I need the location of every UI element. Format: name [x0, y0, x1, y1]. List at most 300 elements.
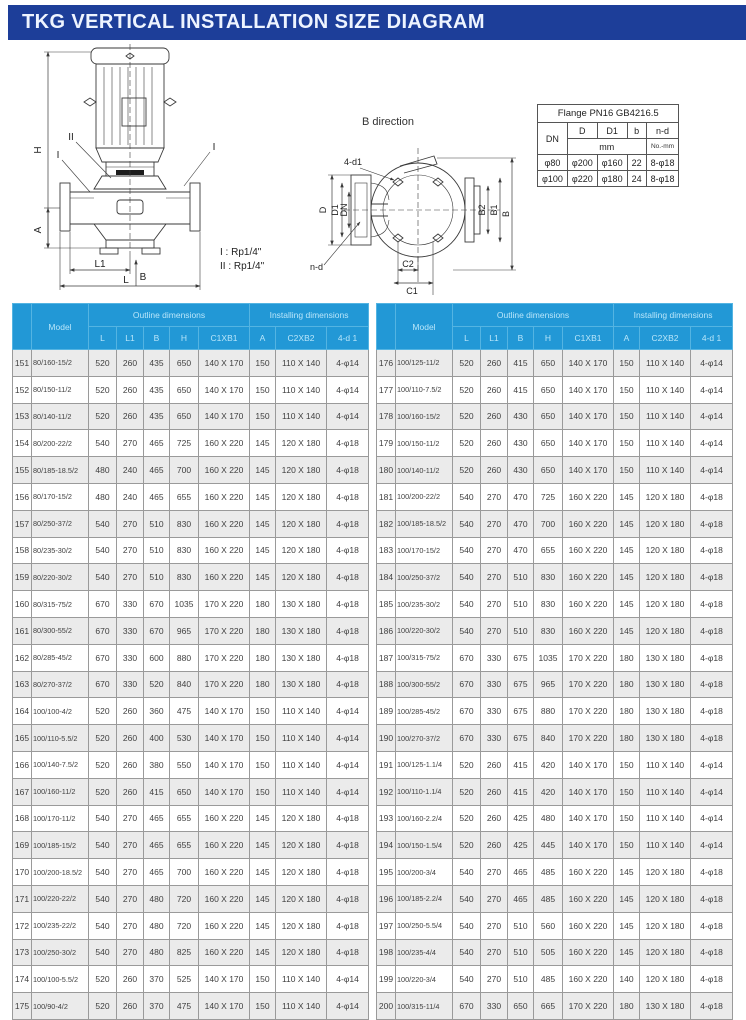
l-cell: 540 — [89, 805, 117, 832]
h-cell: 480 — [534, 805, 563, 832]
b-cell: 430 — [508, 403, 534, 430]
c2xb2-cell: 130 X 180 — [640, 698, 691, 725]
l-cell: 540 — [89, 939, 117, 966]
b-cell: 510 — [508, 617, 534, 644]
table-row — [13, 885, 369, 912]
h-cell: 650 — [170, 403, 199, 430]
model-cell: 100/185-2.2/4 — [396, 885, 453, 912]
l1-cell: 260 — [117, 350, 144, 377]
4-d1-cell: 4-φ18 — [691, 591, 733, 618]
c2xb2-cell: 120 X 180 — [276, 859, 327, 886]
l-cell: 520 — [453, 376, 481, 403]
b-cell: 360 — [144, 698, 170, 725]
a-cell: 180 — [614, 993, 640, 1020]
table-row — [13, 751, 369, 778]
h-cell: 485 — [534, 885, 563, 912]
table-row — [377, 859, 733, 886]
l-cell: 540 — [89, 859, 117, 886]
l-cell: 670 — [453, 698, 481, 725]
row-number-cell: 157 — [13, 510, 32, 537]
a-cell: 180 — [250, 591, 276, 618]
c2xb2-cell: 130 X 180 — [640, 725, 691, 752]
port-label-i-left: I — [56, 150, 60, 161]
h-cell: 830 — [534, 617, 563, 644]
c1xb1-cell: 170 X 220 — [563, 644, 614, 671]
row-number-cell: 188 — [377, 671, 396, 698]
l1-cell: 270 — [481, 483, 508, 510]
dim-label-c2: C2 — [402, 259, 414, 269]
b-cell: 510 — [144, 537, 170, 564]
4-d1-cell: 4-φ18 — [327, 805, 369, 832]
c2xb2-cell: 110 X 140 — [276, 751, 327, 778]
c1xb1-cell: 160 X 220 — [199, 805, 250, 832]
row-number-cell: 198 — [377, 939, 396, 966]
l-cell: 520 — [89, 725, 117, 752]
l-cell: 480 — [89, 483, 117, 510]
table-row — [377, 564, 733, 591]
4-d1-cell: 4-φ14 — [691, 457, 733, 484]
header-installing-group: Installing dimensions — [614, 304, 733, 327]
l-cell: 520 — [89, 698, 117, 725]
model-cell: 100/160-2.2/4 — [396, 805, 453, 832]
b-cell: 465 — [508, 859, 534, 886]
note-port-ii: II : Rp1/4" — [220, 261, 265, 272]
b-cell: 480 — [144, 912, 170, 939]
b-cell: 415 — [508, 376, 534, 403]
b-cell: 415 — [144, 778, 170, 805]
h-cell: 550 — [170, 751, 199, 778]
header-4d1: 4-d 1 — [327, 327, 369, 350]
header-model: Model — [32, 304, 89, 350]
a-cell: 150 — [250, 993, 276, 1020]
row-number-cell: 178 — [377, 403, 396, 430]
c1xb1-cell: 170 X 220 — [199, 617, 250, 644]
l-cell: 540 — [453, 537, 481, 564]
c2xb2-cell: 110 X 140 — [640, 751, 691, 778]
row-number-cell: 170 — [13, 859, 32, 886]
l-cell: 670 — [453, 644, 481, 671]
a-cell: 150 — [614, 350, 640, 377]
4-d1-cell: 4-φ18 — [327, 537, 369, 564]
c1xb1-cell: 160 X 220 — [563, 939, 614, 966]
c2xb2-cell: 120 X 180 — [276, 537, 327, 564]
4-d1-cell: 4-φ18 — [691, 993, 733, 1020]
b-cell: 650 — [508, 993, 534, 1020]
c1xb1-cell: 160 X 220 — [563, 564, 614, 591]
h-cell: 560 — [534, 912, 563, 939]
c1xb1-cell: 160 X 220 — [199, 537, 250, 564]
table-row — [13, 671, 369, 698]
l-cell: 520 — [453, 457, 481, 484]
l-cell: 540 — [453, 564, 481, 591]
l-cell: 540 — [453, 483, 481, 510]
c1xb1-cell: 140 X 170 — [563, 430, 614, 457]
c1xb1-cell: 140 X 170 — [199, 778, 250, 805]
c1xb1-cell: 140 X 170 — [563, 457, 614, 484]
table-row — [377, 751, 733, 778]
model-cell: 100/220-3/4 — [396, 966, 453, 993]
l-cell: 520 — [89, 966, 117, 993]
table-row — [377, 993, 733, 1020]
model-cell: 100/160-15/2 — [396, 403, 453, 430]
c2xb2-cell: 120 X 180 — [640, 912, 691, 939]
l1-cell: 270 — [117, 939, 144, 966]
c2xb2-cell: 110 X 140 — [276, 376, 327, 403]
l-cell: 540 — [453, 939, 481, 966]
l-cell: 540 — [89, 537, 117, 564]
table-row — [13, 966, 369, 993]
c1xb1-cell: 160 X 220 — [199, 939, 250, 966]
h-cell: 655 — [534, 537, 563, 564]
b-cell: 520 — [144, 671, 170, 698]
c1xb1-cell: 140 X 170 — [563, 403, 614, 430]
model-cell: 100/285-45/2 — [396, 698, 453, 725]
l1-cell: 270 — [481, 939, 508, 966]
c2xb2-cell: 130 X 180 — [276, 644, 327, 671]
h-cell: 965 — [170, 617, 199, 644]
l1-cell: 270 — [117, 510, 144, 537]
l1-cell: 330 — [481, 698, 508, 725]
table-row — [377, 805, 733, 832]
table-row — [377, 457, 733, 484]
l1-cell: 270 — [117, 832, 144, 859]
a-cell: 145 — [614, 537, 640, 564]
c1xb1-cell: 160 X 220 — [199, 457, 250, 484]
c2xb2-cell: 120 X 180 — [640, 510, 691, 537]
a-cell: 150 — [614, 832, 640, 859]
header-a: A — [614, 327, 640, 350]
h-cell: 650 — [170, 778, 199, 805]
row-number-cell: 158 — [13, 537, 32, 564]
model-cell: 100/200-18.5/2 — [32, 859, 89, 886]
4-d1-cell: 4-φ14 — [691, 832, 733, 859]
row-number-cell: 177 — [377, 376, 396, 403]
b-cell: 370 — [144, 993, 170, 1020]
dim-label-b-right: B — [501, 210, 511, 218]
c1xb1-cell: 160 X 220 — [563, 885, 614, 912]
l1-cell: 270 — [481, 510, 508, 537]
h-cell: 700 — [534, 510, 563, 537]
model-cell: 80/150-11/2 — [32, 376, 89, 403]
c2xb2-cell: 120 X 180 — [640, 617, 691, 644]
c1xb1-cell: 170 X 220 — [199, 591, 250, 618]
4-d1-cell: 4-φ14 — [327, 778, 369, 805]
c1xb1-cell: 140 X 170 — [199, 966, 250, 993]
l-cell: 670 — [453, 725, 481, 752]
table-row — [377, 403, 733, 430]
a-cell: 150 — [250, 778, 276, 805]
table-row — [377, 671, 733, 698]
a-cell: 150 — [614, 751, 640, 778]
row-number-cell: 179 — [377, 430, 396, 457]
row-number-cell: 193 — [377, 805, 396, 832]
b-cell: 380 — [144, 751, 170, 778]
a-cell: 145 — [614, 617, 640, 644]
row-number-cell: 161 — [13, 617, 32, 644]
flange-cell: 8-φ18 — [646, 155, 679, 171]
4-d1-cell: 4-φ14 — [327, 698, 369, 725]
l-cell: 540 — [89, 430, 117, 457]
table-row — [13, 537, 369, 564]
b-cell: 470 — [508, 510, 534, 537]
row-number-cell: 186 — [377, 617, 396, 644]
l-cell: 670 — [89, 671, 117, 698]
b-cell: 415 — [508, 350, 534, 377]
table-row — [377, 778, 733, 805]
b-cell: 465 — [144, 483, 170, 510]
l-cell: 540 — [453, 617, 481, 644]
c2xb2-cell: 110 X 140 — [640, 778, 691, 805]
c1xb1-cell: 140 X 170 — [199, 698, 250, 725]
l-cell: 520 — [453, 403, 481, 430]
l-cell: 520 — [89, 403, 117, 430]
dim-label-c1: C1 — [406, 286, 418, 296]
model-cell: 100/150-1.5/4 — [396, 832, 453, 859]
4-d1-cell: 4-φ18 — [691, 698, 733, 725]
h-cell: 700 — [170, 457, 199, 484]
l-cell: 520 — [453, 805, 481, 832]
a-cell: 145 — [250, 537, 276, 564]
l-cell: 540 — [89, 564, 117, 591]
l-cell: 520 — [453, 751, 481, 778]
dim-label-b1: B1 — [489, 204, 499, 216]
c1xb1-cell: 160 X 220 — [563, 483, 614, 510]
c2xb2-cell: 120 X 180 — [640, 483, 691, 510]
4-d1-cell: 4-φ14 — [327, 751, 369, 778]
c2xb2-cell: 120 X 180 — [276, 832, 327, 859]
l-cell: 520 — [89, 376, 117, 403]
l1-cell: 270 — [481, 885, 508, 912]
table-row — [13, 403, 369, 430]
l1-cell: 260 — [117, 403, 144, 430]
b-cell: 510 — [508, 564, 534, 591]
l1-cell: 260 — [481, 832, 508, 859]
c1xb1-cell: 160 X 220 — [199, 483, 250, 510]
table-row — [377, 617, 733, 644]
table-row — [377, 644, 733, 671]
c2xb2-cell: 110 X 140 — [640, 350, 691, 377]
4-d1-cell: 4-φ18 — [327, 510, 369, 537]
a-cell: 150 — [250, 751, 276, 778]
c1xb1-cell: 140 X 170 — [563, 805, 614, 832]
row-number-cell: 160 — [13, 591, 32, 618]
h-cell: 485 — [534, 859, 563, 886]
model-cell: 100/150-11/2 — [396, 430, 453, 457]
4-d1-cell: 4-φ14 — [327, 966, 369, 993]
h-cell: 650 — [170, 350, 199, 377]
h-cell: 505 — [534, 939, 563, 966]
a-cell: 150 — [614, 430, 640, 457]
c1xb1-cell: 160 X 220 — [199, 912, 250, 939]
h-cell: 720 — [170, 885, 199, 912]
row-number-cell: 171 — [13, 885, 32, 912]
table-row — [377, 698, 733, 725]
table-row — [377, 483, 733, 510]
c1xb1-cell: 140 X 170 — [563, 376, 614, 403]
c2xb2-cell: 110 X 140 — [640, 403, 691, 430]
c1xb1-cell: 160 X 220 — [563, 912, 614, 939]
row-number-cell: 165 — [13, 725, 32, 752]
table-row — [377, 350, 733, 377]
model-cell: 80/200-22/2 — [32, 430, 89, 457]
row-number-cell: 175 — [13, 993, 32, 1020]
h-cell: 700 — [170, 859, 199, 886]
c2xb2-cell: 120 X 180 — [276, 457, 327, 484]
row-number-cell: 189 — [377, 698, 396, 725]
h-cell: 485 — [534, 966, 563, 993]
right-size-table — [376, 303, 733, 1020]
l1-cell: 270 — [117, 859, 144, 886]
b-cell: 480 — [144, 885, 170, 912]
table-row — [377, 376, 733, 403]
c2xb2-cell: 120 X 180 — [276, 912, 327, 939]
c1xb1-cell: 170 X 220 — [563, 725, 614, 752]
l1-cell: 330 — [481, 993, 508, 1020]
b-cell: 465 — [144, 805, 170, 832]
table-row — [13, 510, 369, 537]
row-number-cell: 155 — [13, 457, 32, 484]
table-row — [377, 966, 733, 993]
flange-cell: φ160 — [597, 155, 627, 171]
b-cell: 425 — [508, 832, 534, 859]
c2xb2-cell: 110 X 140 — [640, 430, 691, 457]
l1-cell: 260 — [481, 805, 508, 832]
b-cell: 480 — [144, 939, 170, 966]
4-d1-cell: 4-φ14 — [327, 403, 369, 430]
flange-unit-mm: mm — [567, 139, 646, 155]
left-size-table — [12, 303, 369, 1020]
c2xb2-cell: 110 X 140 — [640, 832, 691, 859]
table-row — [377, 939, 733, 966]
model-cell: 100/110-1.1/4 — [396, 778, 453, 805]
a-cell: 180 — [614, 671, 640, 698]
pump-front-view-diagram — [14, 42, 232, 298]
model-cell: 100/140-11/2 — [396, 457, 453, 484]
dim-label-b2: B2 — [477, 204, 487, 216]
header-installing-group: Installing dimensions — [250, 304, 369, 327]
4-d1-cell: 4-φ18 — [691, 564, 733, 591]
c2xb2-cell: 130 X 180 — [276, 617, 327, 644]
c2xb2-cell: 120 X 180 — [276, 483, 327, 510]
4-d1-cell: 4-φ18 — [691, 966, 733, 993]
a-cell: 150 — [250, 350, 276, 377]
l1-cell: 260 — [481, 430, 508, 457]
4-d1-cell: 4-φ18 — [691, 510, 733, 537]
h-cell: 420 — [534, 778, 563, 805]
b-cell: 435 — [144, 376, 170, 403]
header-l1: L1 — [481, 327, 508, 350]
c2xb2-cell: 110 X 140 — [640, 376, 691, 403]
a-cell: 145 — [250, 483, 276, 510]
c2xb2-cell: 110 X 140 — [276, 403, 327, 430]
4-d1-cell: 4-φ14 — [691, 403, 733, 430]
model-cell: 100/200-3/4 — [396, 859, 453, 886]
header-4d1: 4-d 1 — [691, 327, 733, 350]
4-d1-cell: 4-φ14 — [691, 751, 733, 778]
l-cell: 540 — [453, 885, 481, 912]
model-cell: 80/235-30/2 — [32, 537, 89, 564]
c2xb2-cell: 130 X 180 — [640, 644, 691, 671]
c1xb1-cell: 160 X 220 — [563, 510, 614, 537]
row-number-cell: 152 — [13, 376, 32, 403]
c2xb2-cell: 120 X 180 — [640, 966, 691, 993]
model-cell: 100/185-18.5/2 — [396, 510, 453, 537]
model-cell: 100/300-55/2 — [396, 671, 453, 698]
c1xb1-cell: 160 X 220 — [563, 537, 614, 564]
a-cell: 180 — [250, 617, 276, 644]
a-cell: 145 — [250, 564, 276, 591]
l-cell: 670 — [453, 671, 481, 698]
a-cell: 140 — [614, 966, 640, 993]
b-cell: 510 — [508, 912, 534, 939]
l1-cell: 260 — [481, 778, 508, 805]
row-number-cell: 173 — [13, 939, 32, 966]
header-model: Model — [396, 304, 453, 350]
c1xb1-cell: 140 X 170 — [199, 725, 250, 752]
c1xb1-cell: 140 X 170 — [199, 350, 250, 377]
table-row — [13, 698, 369, 725]
4-d1-cell: 4-φ18 — [327, 885, 369, 912]
l1-cell: 330 — [117, 591, 144, 618]
row-number-cell: 199 — [377, 966, 396, 993]
table-row — [377, 430, 733, 457]
header-c1xb1: C1XB1 — [199, 327, 250, 350]
c2xb2-cell: 110 X 140 — [276, 966, 327, 993]
h-cell: 1035 — [170, 591, 199, 618]
h-cell: 650 — [170, 376, 199, 403]
flange-cell: φ200 — [567, 155, 597, 171]
table-row — [13, 644, 369, 671]
c1xb1-cell: 140 X 170 — [563, 751, 614, 778]
4-d1-cell: 4-φ14 — [327, 350, 369, 377]
b-cell: 670 — [144, 591, 170, 618]
model-cell: 80/300-55/2 — [32, 617, 89, 644]
table-row — [13, 376, 369, 403]
row-number-cell: 196 — [377, 885, 396, 912]
c2xb2-cell: 120 X 180 — [276, 885, 327, 912]
c1xb1-cell: 160 X 220 — [563, 859, 614, 886]
c1xb1-cell: 140 X 170 — [563, 350, 614, 377]
diagram-zone — [0, 42, 746, 298]
l1-cell: 260 — [117, 993, 144, 1020]
b-cell: 675 — [508, 644, 534, 671]
b-cell: 510 — [144, 510, 170, 537]
table-row — [13, 617, 369, 644]
b-cell: 670 — [144, 617, 170, 644]
4-d1-cell: 4-φ18 — [691, 725, 733, 752]
l1-cell: 270 — [481, 564, 508, 591]
h-cell: 650 — [534, 430, 563, 457]
flange-cell: φ100 — [538, 171, 568, 187]
model-cell: 80/160-15/2 — [32, 350, 89, 377]
c1xb1-cell: 170 X 220 — [199, 644, 250, 671]
model-cell: 100/170-15/2 — [396, 537, 453, 564]
h-cell: 445 — [534, 832, 563, 859]
a-cell: 150 — [614, 376, 640, 403]
c2xb2-cell: 120 X 180 — [640, 564, 691, 591]
model-cell: 80/170-15/2 — [32, 483, 89, 510]
header-h: H — [170, 327, 199, 350]
h-cell: 650 — [534, 403, 563, 430]
4-d1-cell: 4-φ18 — [327, 912, 369, 939]
c1xb1-cell: 160 X 220 — [199, 510, 250, 537]
l-cell: 520 — [453, 778, 481, 805]
b-cell: 465 — [144, 457, 170, 484]
l1-cell: 260 — [117, 698, 144, 725]
header-c1xb1: C1XB1 — [563, 327, 614, 350]
a-cell: 145 — [614, 564, 640, 591]
c1xb1-cell: 160 X 220 — [563, 966, 614, 993]
